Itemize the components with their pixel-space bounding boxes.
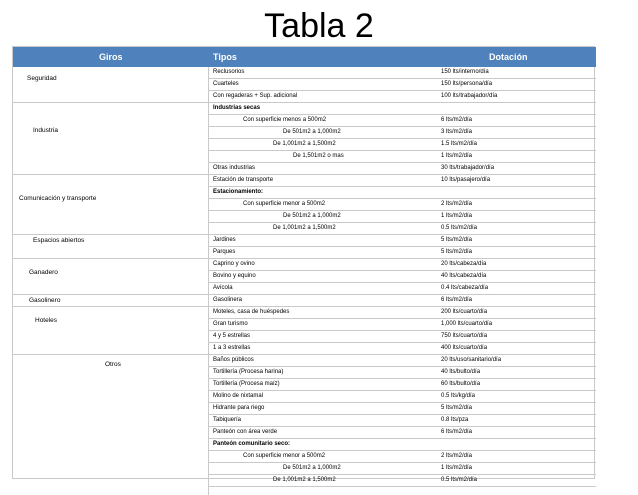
- tipo-cell: De 1,001m2 a 1,500m2: [273, 225, 336, 231]
- tipo-cell: Con superficie menor a 500m2: [243, 201, 326, 207]
- giro-cell-hoteles: [13, 307, 209, 355]
- tipo-cell: Tabiquería: [213, 417, 242, 423]
- table-row: [209, 211, 596, 223]
- header-giros: Giros: [99, 52, 123, 62]
- tipo-cell: Hidrante para riego: [213, 405, 265, 411]
- tipo-cell: De 1,001m2 a 1,500m2: [273, 477, 336, 483]
- dotacion-cell: 1.5 lts/m2/día: [441, 141, 478, 147]
- giro-label: Comunicación y transporte: [19, 195, 97, 202]
- table-row: [209, 91, 596, 103]
- dotacion-cell: 20 lts/cabeza/día: [441, 261, 487, 267]
- giro-cell-comunicacion: [13, 175, 209, 235]
- giro-cell-espacios: [13, 235, 209, 259]
- tipo-cell: De 1,501m2 o mas: [293, 153, 344, 159]
- tipo-cell: Reclusorios: [213, 69, 245, 75]
- giro-cell-ganadero: [13, 259, 209, 295]
- table-row: [209, 187, 596, 199]
- header-dotacion: Dotación: [489, 52, 528, 62]
- giro-cell-industria: [13, 103, 209, 175]
- table-row: [209, 79, 596, 91]
- tipo-cell: Avícola: [213, 285, 233, 291]
- tipo-cell: Industrias secas: [213, 105, 261, 111]
- tipo-cell: Gran turismo: [213, 321, 248, 327]
- tipo-cell: De 501m2 a 1,000m2: [283, 213, 341, 219]
- table-row: [209, 451, 596, 463]
- dotacion-cell: 200 lts/cuarto/día: [441, 309, 488, 315]
- table-row: [209, 403, 596, 415]
- dotacion-cell: 150 lts/persona/día: [441, 81, 493, 87]
- table-row: [209, 379, 596, 391]
- header-tipos: Tipos: [213, 52, 237, 62]
- dotacion-cell: 0.4 lts/cabeza/día: [441, 285, 489, 291]
- table-row: [209, 139, 596, 151]
- dotacion-cell: 40 lts/bulto/día: [441, 369, 481, 375]
- giro-label: Gasolinero: [29, 297, 61, 304]
- tipo-cell: Molino de nixtamal: [213, 393, 264, 399]
- dotacion-cell: 150 lts/interno/día: [441, 69, 489, 75]
- dotacion-cell: 0.8 lts/pza: [441, 417, 469, 423]
- table-row: [209, 151, 596, 163]
- table-row: [209, 115, 596, 127]
- tipo-cell: Otras industrias: [213, 165, 256, 171]
- dotacion-cell: 750 lts/cuarto/día: [441, 333, 488, 339]
- table-row: [209, 223, 596, 235]
- table-row: [209, 67, 596, 79]
- table-row: [209, 259, 596, 271]
- dotacion-cell: 60 lts/bulto/día: [441, 381, 481, 387]
- tipo-cell: Bovino y equino: [213, 273, 256, 279]
- giro-label: Espacios abiertos: [33, 237, 85, 244]
- giro-label: Industria: [33, 127, 58, 134]
- table-row: [209, 391, 596, 403]
- table-row: [209, 247, 596, 259]
- tipo-cell: Estacionamiento:: [213, 189, 264, 195]
- table-header: [13, 47, 596, 67]
- table-row: [209, 427, 596, 439]
- table-row: [209, 439, 596, 451]
- dotacion-cell: 0.5 lts/m2/día: [441, 477, 478, 483]
- dotacion-cell: 2 lts/m2/día: [441, 453, 473, 459]
- tipo-cell: Tortillería (Procesa maíz): [213, 381, 280, 387]
- giro-cell-gasolinero: [13, 295, 209, 307]
- table-row: [209, 199, 596, 211]
- giro-label: Seguridad: [27, 75, 57, 82]
- dotacion-cell: 40 lts/cabeza/día: [441, 273, 487, 279]
- table-row: [209, 235, 596, 247]
- dotacion-cell: 10 lts/pasajero/día: [441, 177, 491, 183]
- dotacion-cell: 1,000 lts/cuarto/día: [441, 321, 493, 327]
- dotacion-cell: 100 lts/trabajador/día: [441, 93, 498, 99]
- dotacion-cell: 0.5 lts/m2/día: [441, 225, 478, 231]
- tipo-cell: 4 y 5 estrellas: [213, 333, 251, 339]
- dotacion-cell: 30 lts/trabajador/día: [441, 165, 495, 171]
- tipo-cell: De 501m2 a 1,000m2: [283, 129, 341, 135]
- table-row: [209, 103, 596, 115]
- table-row: [209, 343, 596, 355]
- dotacion-cell: 2 lts/m2/día: [441, 201, 473, 207]
- tipo-cell: Jardines: [213, 237, 236, 243]
- tipo-cell: Panteón con área verde: [213, 429, 278, 435]
- tipo-cell: Parques: [213, 249, 236, 255]
- dotacion-cell: 5 lts/m2/día: [441, 405, 473, 411]
- giro-label: Hoteles: [35, 317, 58, 324]
- table-row: [209, 355, 596, 367]
- giro-label: Ganadero: [29, 269, 58, 276]
- tipo-cell: Caprino y ovino: [213, 261, 255, 267]
- dotacion-cell: 5 lts/m2/día: [441, 249, 473, 255]
- tipo-cell: Con regaderas + Sup. adicional: [213, 93, 298, 99]
- dotacion-cell: 5 lts/m2/día: [441, 237, 473, 243]
- dotacion-cell: 0.5 lts/kg/día: [441, 393, 476, 399]
- tipo-cell: 1 a 3 estrellas: [213, 345, 251, 351]
- page-title: Tabla 2: [264, 7, 374, 45]
- table-row: [209, 367, 596, 379]
- tipo-cell: Tortillería (Procesa harina): [213, 369, 284, 375]
- table-row: [209, 283, 596, 295]
- table-row: [209, 295, 596, 307]
- table-row: [209, 331, 596, 343]
- table-row: [209, 175, 596, 187]
- dotacion-cell: 6 lts/m2/día: [441, 297, 473, 303]
- dotacion-cell: 400 lts/cuarto/día: [441, 345, 488, 351]
- dotacion-cell: 1 lts/m2/día: [441, 153, 473, 159]
- dotacion-cell: 20 lts/uso/sanitario/día: [441, 357, 502, 363]
- tipo-cell: Moteles, casa de huéspedes: [213, 309, 290, 315]
- giro-label: Otros: [105, 361, 121, 368]
- tipo-cell: Gasolinera: [213, 297, 243, 303]
- dotacion-cell: 6 lts/m2/día: [441, 117, 473, 123]
- dotacion-table: [12, 46, 595, 483]
- table-row: [209, 127, 596, 139]
- tipo-cell: De 1,001m2 a 1,500m2: [273, 141, 336, 147]
- table-row: [209, 463, 596, 475]
- giro-cell-seguridad: [13, 67, 209, 103]
- dotacion-cell: 1 lts/m2/día: [441, 465, 473, 471]
- tipo-cell: Cuarteles: [213, 81, 239, 87]
- dotacion-cell: 6 lts/m2/día: [441, 429, 473, 435]
- tipo-cell: Estación de transporte: [213, 177, 274, 183]
- giro-cell-otros: [13, 355, 209, 495]
- table-row: [209, 319, 596, 331]
- table-row: [209, 475, 596, 487]
- table-row: [209, 307, 596, 319]
- table-row: [209, 163, 596, 175]
- dotacion-cell: 3 lts/m2/día: [441, 129, 473, 135]
- tipo-cell: Panteón comunitario seco:: [213, 441, 291, 447]
- table-row: [209, 415, 596, 427]
- table-row: [209, 271, 596, 283]
- dotacion-cell: 1 lts/m2/día: [441, 213, 473, 219]
- tipo-cell: De 501m2 a 1,000m2: [283, 465, 341, 471]
- tipo-cell: Baños públicos: [213, 357, 254, 363]
- tipo-cell: Con superficie menos a 500m2: [243, 117, 327, 123]
- tipo-cell: Con superficie menor a 500m2: [243, 453, 326, 459]
